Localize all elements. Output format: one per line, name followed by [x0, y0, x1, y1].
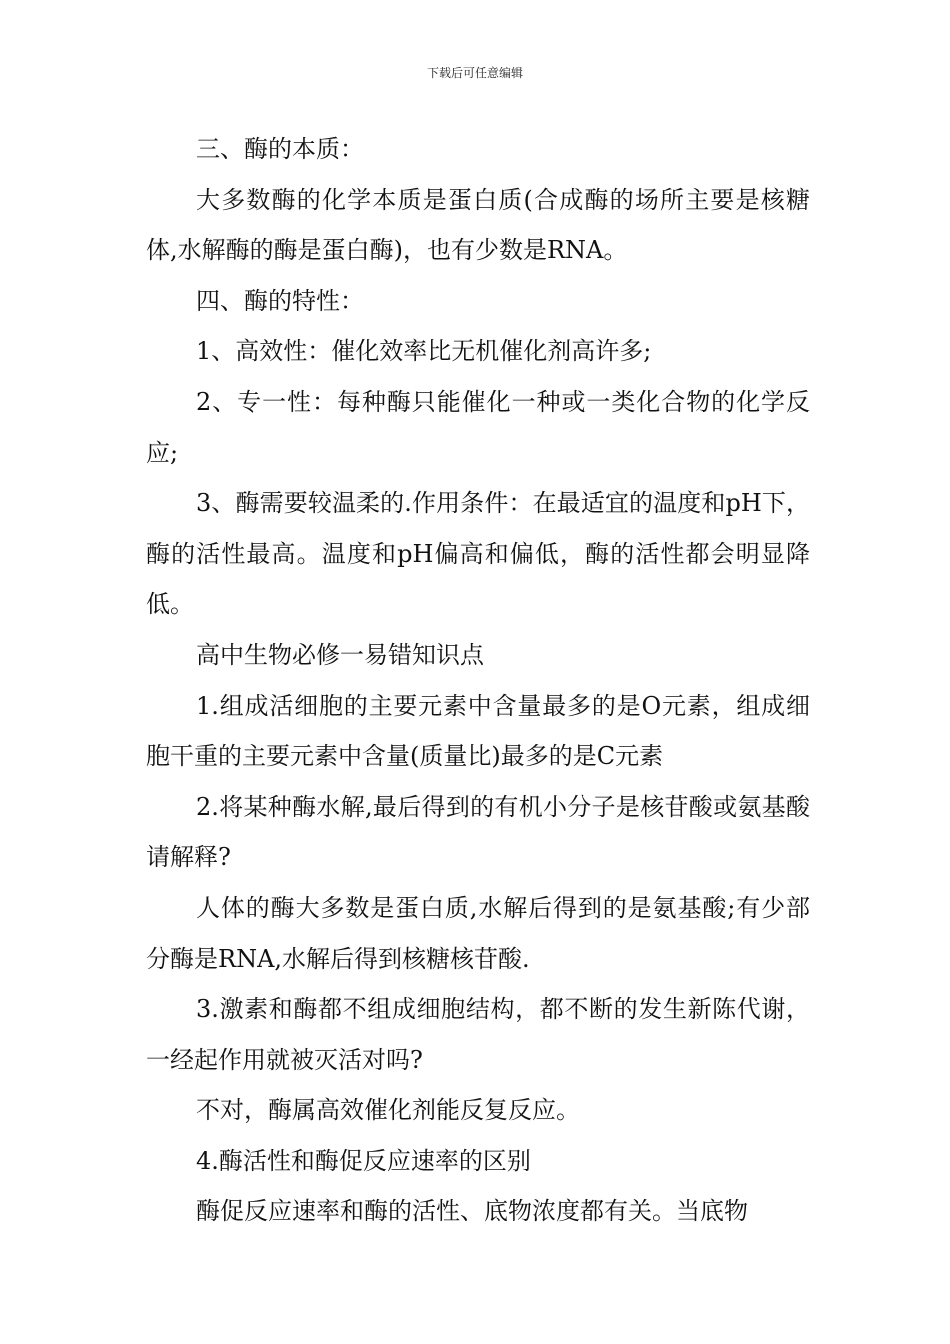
property-mild-conditions: 3、酶需要较温柔的.作用条件：在最适宜的温度和pH下，酶的活性最高。温度和pH偏高和偏低，酶的活性都会明显降低。: [146, 489, 810, 619]
point-3-question: 3.激素和酶都不组成细胞结构，都不断的发生新陈代谢，一经起作用就被灭活对吗?: [146, 995, 810, 1074]
point-2-question: 2.将某种酶水解,最后得到的有机小分子是核苷酸或氨基酸请解释?: [146, 792, 810, 872]
paragraph-enzyme-nature: 大多数酶的化学本质是蛋白质(合成酶的场所主要是核糖体,水解酶的酶是蛋白酶)，也有少数是RNA。: [146, 185, 810, 265]
section-heading-enzyme-properties: 四、酶的特性：: [196, 286, 364, 315]
point-4-text: 酶促反应速率和酶的活性、底物浓度都有关。当底物: [196, 1197, 748, 1226]
section-heading-enzyme-nature: 三、酶的本质：: [196, 135, 364, 163]
document-body: [146, 124, 810, 1237]
property-efficiency: 1、高效性：催化效率比无机催化剂高许多;: [196, 337, 652, 366]
property-specificity: 2、专一性：每种酶只能催化一种或一类化合物的化学反应;: [146, 387, 810, 467]
point-4-heading: 4.酶活性和酶促反应速率的区别: [196, 1146, 531, 1175]
point-3-answer: 不对，酶属高效催化剂能反复反应。: [196, 1096, 580, 1125]
section-heading-common-errors: 高中生物必修一易错知识点: [196, 640, 484, 669]
page-header: 下载后可任意编辑: [426, 66, 523, 80]
point-2-answer: 人体的酶大多数是蛋白质,水解后得到的是氨基酸;有少部分酶是RNA,水解后得到核糖核苷酸.: [146, 893, 810, 973]
point-1-elements: 1.组成活细胞的主要元素中含量最多的是O元素，组成细胞干重的主要元素中含量(质量比)最多的是C元素: [146, 691, 810, 771]
